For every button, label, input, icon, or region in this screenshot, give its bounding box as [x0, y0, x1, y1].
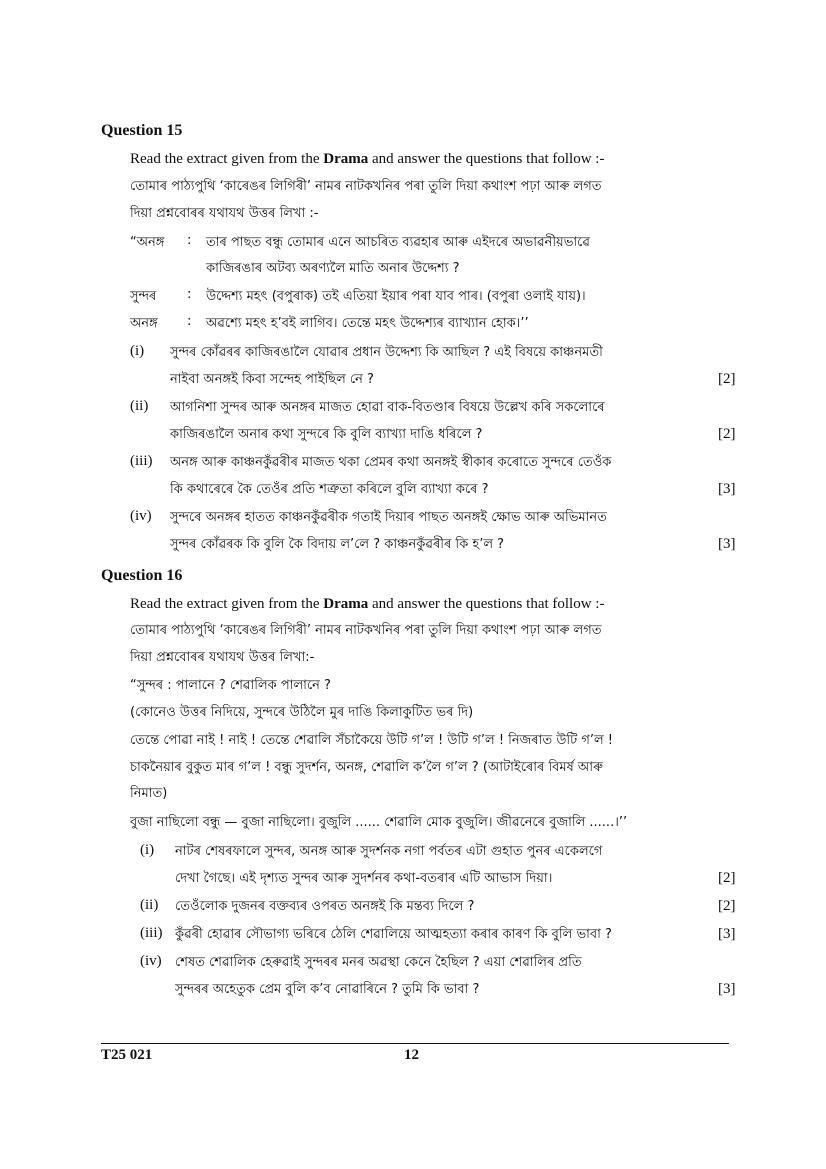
dialogue-colon: :	[187, 314, 192, 329]
sub-question-number: (ii)	[140, 897, 159, 913]
dialogue-speaker: সুন্দৰ	[130, 289, 157, 304]
sub-question-number: (i)	[130, 343, 145, 359]
marks-label: [2]	[718, 870, 736, 886]
sub-question-number: (iii)	[140, 925, 163, 941]
question-15-instruction-1: তোমাৰ পাঠ্যপুথি ‘কাৰেঙৰ লিগিৰী’ নামৰ নাটকখনিৰ পৰা তুলি দিয়া কথাংশ পঢ়া আৰু লগত	[130, 179, 602, 194]
sub-question-number: (iv)	[140, 953, 162, 969]
sub-question-text: অনঙ্গ আৰু কাঞ্চনকুঁৱৰীৰ মাজত থকা প্ৰেমৰ কথা অনঙ্গই স্বীকাৰ কৰোতে সুন্দৰে তেওঁক	[170, 455, 612, 470]
sub-question-text: কুঁৱৰী হোৱাৰ সৌভাগ্য ভৰিৰে ঠেলি শেৱালিয়ে আত্মহত্যা কৰাৰ কাৰণ কি বুলি ভাবা ?	[175, 927, 612, 942]
question-16-intro	[130, 596, 604, 613]
dialogue-colon: :	[187, 287, 192, 302]
extract-line: চাকনৈয়াৰ বুকুত মাৰ গ’ল ! বন্ধু সুদৰ্শন, অনঙ্গ, শেৱালি ক’লৈ গ’ল ? (আটাইৰোৰ বিমৰ্ষ আৰু	[130, 760, 603, 775]
page-number: 12	[404, 1047, 419, 1063]
sub-question-text: আগনিশা সুন্দৰ আৰু অনঙ্গৰ মাজত হোৱা বাক-বিতণ্ডাৰ বিষয়ে উল্লেখ কৰি সকলোৰে	[170, 400, 605, 415]
intro-bold: Drama	[323, 596, 369, 612]
sub-question-text: দেখা গৈছে। এই দৃশ্যত সুন্দৰ আৰু সুদৰ্শনৰ কথা-বতৰাৰ এটি আভাস দিয়া।	[175, 871, 553, 886]
extract-line: তেন্তে পোৱা নাই ! নাই ! তেন্তে শেৱালি সঁচাকৈয়ে উটি গ’ল ! উটি গ’ল ! নিজৰাত উটি গ’ল !	[130, 733, 614, 748]
question-16-instruction-1: তোমাৰ পাঠ্যপুথি ‘কাৰেঙৰ লিগিৰী’ নামৰ নাটকখনিৰ পৰা তুলি দিয়া কথাংশ পঢ়া আৰু লগত	[130, 623, 602, 638]
dialogue-text: অৱশ্যে মহৎ হ’বই লাগিব। তেন্তে মহৎ উদ্দেশ্যৰ ব্যাখ্যান হোক।’’	[206, 316, 529, 331]
marks-label: [3]	[718, 481, 736, 497]
question-16-title: Question 16	[101, 567, 183, 584]
intro-text: Read the extract given from the	[130, 596, 324, 612]
intro-text: Read the extract given from the	[130, 151, 324, 167]
intro-bold: Drama	[323, 151, 369, 167]
dialogue-text: তাৰ পাছত বন্ধু তোমাৰ এনে আচৰিত ব্যৱহাৰ আৰু এইদৰে অভাৱনীয়ভাৱে	[206, 235, 590, 250]
sub-question-text: শেষত শেৱালিক হেৰুৱাই সুন্দৰৰ মনৰ অৱস্থা কেনে হৈছিল ? এয়া শেৱালিৰ প্ৰতি	[175, 955, 582, 970]
marks-label: [3]	[718, 536, 736, 552]
sub-question-text: কাজিৰঙালৈ অনাৰ কথা সুন্দৰে কি বুলি ব্যাখ্যা দাঙি ধৰিলে ?	[170, 427, 483, 442]
sub-question-number: (iii)	[130, 453, 153, 469]
footer-divider	[101, 1043, 729, 1044]
sub-question-text: সুন্দৰ কোঁৱৰক কি বুলি কৈ বিদায় ল’লে ? কাঞ্চনকুঁৱৰীৰ কি হ’ল ?	[170, 537, 505, 552]
extract-line: “সুন্দৰ : পালানে ? শেৱালিক পালানে ?	[130, 678, 331, 693]
sub-question-number: (iv)	[130, 508, 152, 524]
extract-line: (কোনেও উত্তৰ নিদিয়ে, সুন্দৰে উঠিলৈ মুৰ দাঙি কিলাকুটিত ভৰ দি)	[130, 705, 474, 720]
dialogue-speaker: অনঙ্গ	[130, 316, 158, 331]
sub-question-text: নাইবা অনঙ্গই কিবা সন্দেহ পাইছিল নে ?	[170, 372, 374, 387]
paper-code: T25 021	[101, 1047, 153, 1063]
sub-question-text: কি কথাৰেৰে কৈ তেওঁৰ প্ৰতি শত্ৰুতা কৰিলে বুলি ব্যাখ্যা কৰে ?	[170, 482, 489, 497]
question-16-instruction-2: দিয়া প্ৰশ্নবোৰৰ যথাযথ উত্তৰ লিখা:-	[130, 650, 315, 665]
sub-question-text: নাটৰ শেষৰফালে সুন্দৰ, অনঙ্গ আৰু সুদৰ্শনক নগা পৰ্বতৰ এটা গুহাত পুনৰ একেলগে	[175, 844, 603, 859]
intro-text: and answer the questions that follow :-	[368, 151, 605, 167]
marks-label: [2]	[718, 898, 736, 914]
question-15-instruction-2: দিয়া প্ৰশ্নবোৰৰ যথাযথ উত্তৰ লিখা :-	[130, 206, 319, 221]
sub-question-text: সুন্দৰে অনঙ্গৰ হাতত কাঞ্চনকুঁৱৰীক গতাই দিয়াৰ পাছত অনঙ্গই ক্ষোভ আৰু অভিমানত	[170, 510, 607, 525]
extract-line: বুজা নাছিলো বন্ধু — বুজা নাছিলো। বুজুলি ...... শেৱালি মোক বুজুলি। জীৱনেৰে বুজালি ......।’’	[130, 815, 628, 830]
dialogue-text: উদ্দেশ্য মহৎ (বপুৰাক) তই এতিয়া ইয়াৰ পৰা যাব পাৰ। (বপুৰা ওলাই যায়)।	[206, 289, 586, 304]
sub-question-number: (ii)	[130, 398, 149, 414]
sub-question-number: (i)	[140, 842, 155, 858]
sub-question-text: তেওঁলোক দুজনৰ বক্তব্যৰ ওপৰত অনঙ্গই কি মন্তব্য দিলে ?	[175, 899, 475, 914]
marks-label: [3]	[718, 926, 736, 942]
dialogue-text: কাজিৰঙাৰ অটব্য অৰণ্যলৈ মাতি অনাৰ উদ্দেশ্য ?	[206, 261, 460, 276]
question-15-title: Question 15	[101, 122, 183, 139]
marks-label: [3]	[718, 981, 736, 997]
marks-label: [2]	[718, 426, 736, 442]
dialogue-colon: :	[187, 233, 192, 248]
question-15-intro	[130, 151, 604, 168]
dialogue-speaker: “অনঙ্গ	[130, 235, 165, 250]
sub-question-text: সুন্দৰৰ অহেতুক প্ৰেম বুলি ক’ব নোৱাৰিনে ? তুমি কি ভাবা ?	[175, 982, 480, 997]
extract-line: নিমাত)	[130, 786, 168, 801]
sub-question-text: সুন্দৰ কোঁৱৰৰ কাজিৰঙালৈ যোৱাৰ প্ৰধান উদ্দেশ্য কি আছিল ? এই বিষয়ে কাঞ্চনমতী	[170, 345, 603, 360]
marks-label: [2]	[718, 371, 736, 387]
intro-text: and answer the questions that follow :-	[368, 596, 605, 612]
